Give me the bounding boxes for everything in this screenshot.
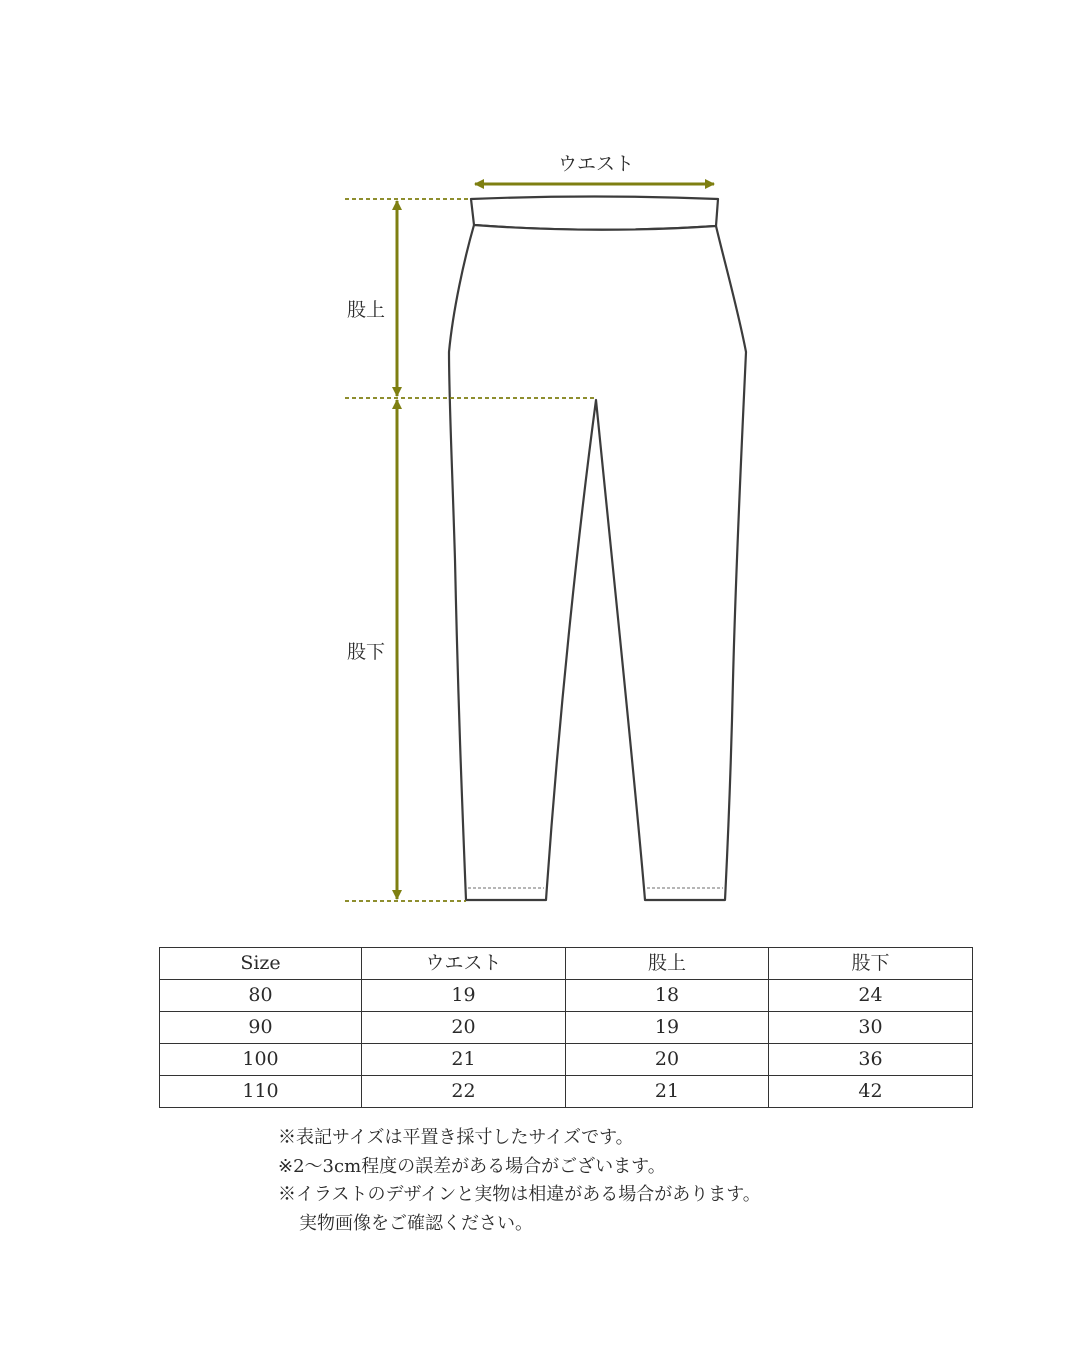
- notes: [278, 1124, 761, 1238]
- header-rise: 股上: [566, 948, 769, 980]
- table-cell-rise: 20: [566, 1044, 769, 1076]
- note-line: ※2～3cm程度の誤差がある場合がございます。: [278, 1155, 666, 1177]
- table-cell-size: 80: [160, 980, 362, 1012]
- table-cell-inseam: 42: [769, 1076, 973, 1108]
- note-line: ※表記サイズは平置き採寸したサイズです。: [278, 1127, 634, 1148]
- size-table: [159, 947, 973, 1108]
- table-cell-rise: 19: [566, 1012, 769, 1044]
- header-inseam: 股下: [769, 948, 973, 980]
- waistband-outline: [471, 197, 718, 230]
- note-line: 実物画像をご確認ください。: [299, 1212, 533, 1234]
- table-cell-size: 90: [160, 1012, 362, 1044]
- rise-label: 股上: [347, 299, 386, 321]
- pants-illustration: [449, 197, 746, 901]
- table-cell-waist: 22: [362, 1076, 566, 1108]
- table-cell-rise: 18: [566, 980, 769, 1012]
- header-waist: ウエスト: [362, 948, 566, 980]
- table-cell-inseam: 36: [769, 1044, 973, 1076]
- table-row: [160, 1012, 973, 1044]
- inseam-label: 股下: [347, 641, 386, 663]
- table-row: [160, 1076, 973, 1108]
- table-cell-waist: 19: [362, 980, 566, 1012]
- table-cell-waist: 20: [362, 1012, 566, 1044]
- header-size: Size: [160, 948, 362, 980]
- table-row: [160, 1044, 973, 1076]
- table-cell-inseam: 24: [769, 980, 973, 1012]
- table-cell-size: 100: [160, 1044, 362, 1076]
- table-cell-size: 110: [160, 1076, 362, 1108]
- table-header-row: [160, 948, 973, 980]
- note-line: ※イラストのデザインと実物は相違がある場合があります。: [278, 1184, 761, 1205]
- table-cell-waist: 21: [362, 1044, 566, 1076]
- waist-label: ウエスト: [558, 153, 635, 175]
- table-cell-rise: 21: [566, 1076, 769, 1108]
- table-row: [160, 980, 973, 1012]
- table-cell-inseam: 30: [769, 1012, 973, 1044]
- pants-body-outline: [449, 225, 746, 900]
